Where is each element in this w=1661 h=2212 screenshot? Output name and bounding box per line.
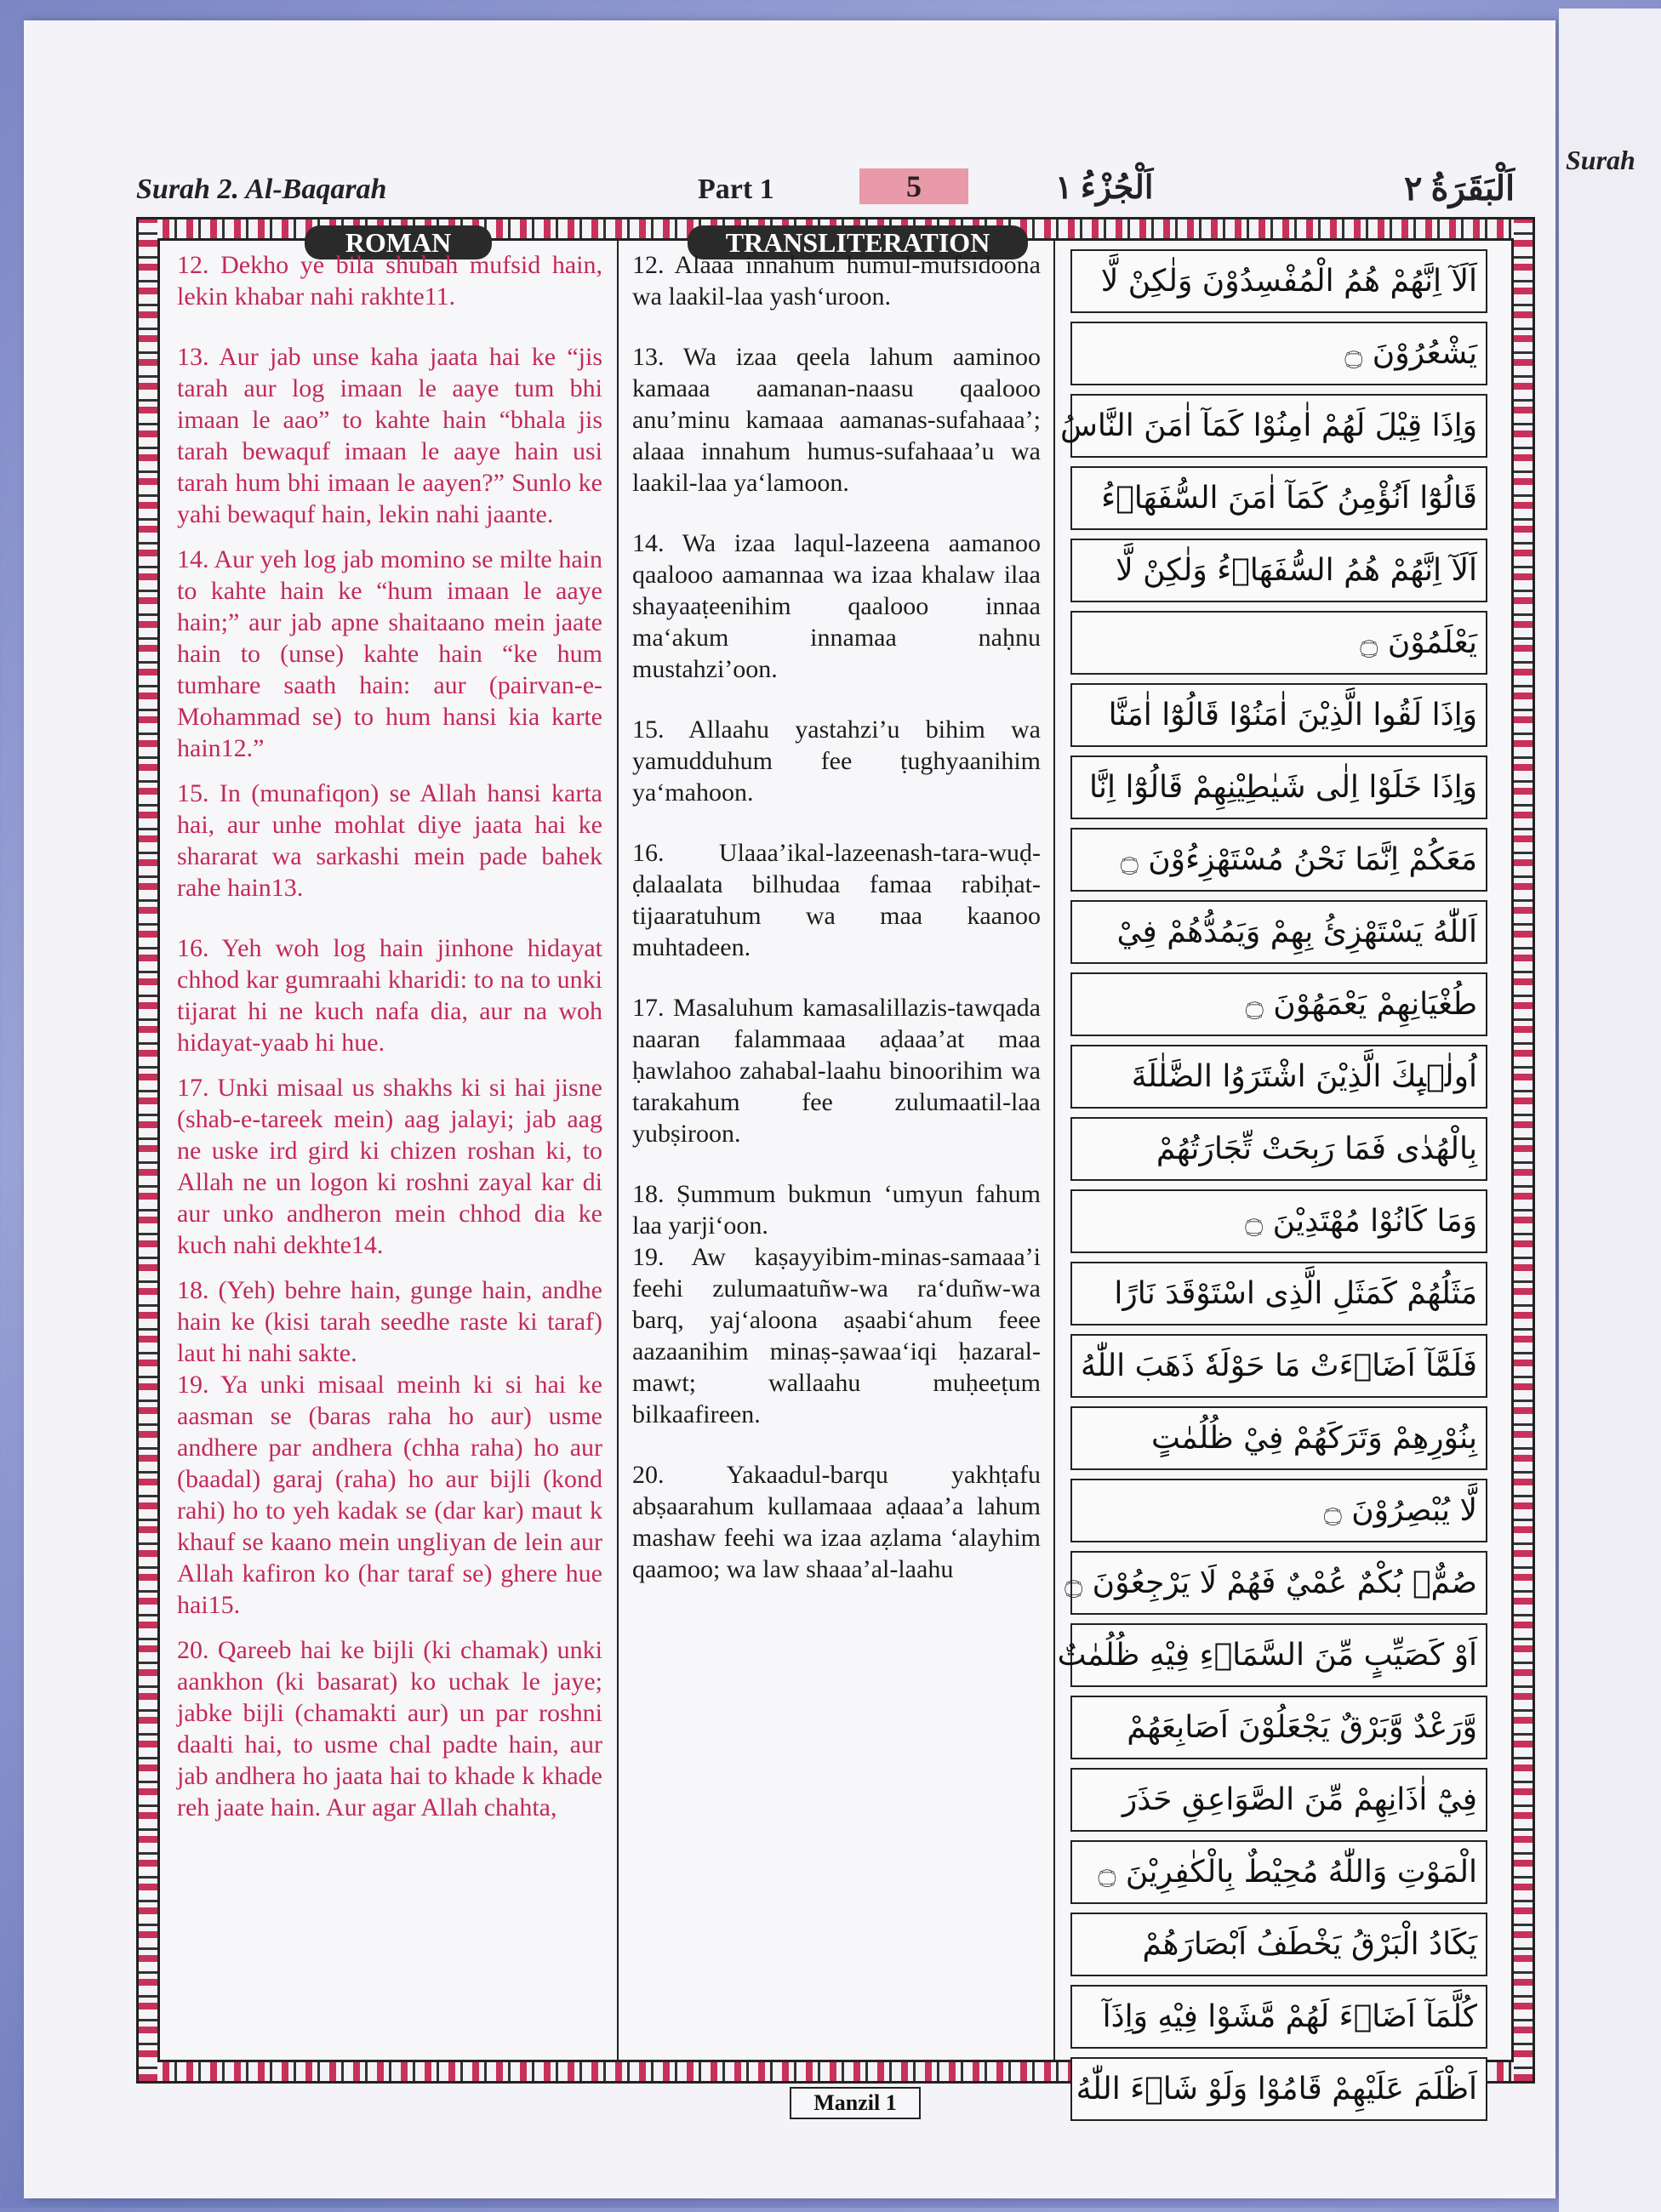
- surah-title: Surah 2. Al-Baqarah: [136, 174, 387, 205]
- roman-verse-14: 14. Aur yeh log jab momino se milte hain to kahte hain ke “hum imaan le aaye hain;” aur jab apne shaitaano mein jaate hain to (unse) kahte hain “ke hum tumhare saath hain: aur (pairvan-e-Mohammad se) to hum hansi kia karte hain12.”: [177, 545, 602, 762]
- roman-verse-17: 17. Unki misaal us shakhs ki si hai jisne (shab-e-tareek mein) aag jalayi; jab aag ne uske ird gird ki chizen roshan ki, to Allah ne un logon ki roshni zayal kar di aur unko andheron mein chhod dia ke kuch nahi dekhte14.: [177, 1074, 602, 1259]
- arabic-line: يَكَادُ الْبَرْقُ يَخْطَفُ اَبْصَارَهُمْ: [1070, 1913, 1487, 1976]
- arabic-line: اَلَآ اِنَّهُمْ هُمُ السُّفَهَاۤءُ وَلٰكِنْ لَّا: [1070, 539, 1487, 602]
- arabic-line: فَلَمَّآ اَضَاۤءَتْ مَا حَوْلَهٗ ذَهَبَ اللّٰهُ: [1070, 1334, 1487, 1398]
- transliteration-column: [632, 249, 1041, 1585]
- arabic-line: وَاِذَا قِيْلَ لَهُمْ اٰمِنُوْا كَمَآ اٰمَنَ النَّاسُ: [1070, 394, 1487, 458]
- ornamental-frame: [136, 217, 1535, 2115]
- trans-verse-15: 15. Allaahu yastahzi’u bihim wa yamudduhum fee ṭughyaanihim ya‘mahoon.: [632, 715, 1041, 807]
- roman-verse-20: 20. Qareeb hai ke bijli (ki chamak) unki aankhon (ki basarat) ko uchak le jaye; jabke bijli (chamakti aur) un par roshni daalti hai, to usme chal padte hain, aur jab andhera ho jaata hai to khade k khade reh jaate hain. Aur agar Allah chahta,: [177, 1636, 602, 1821]
- column-divider-1: [617, 241, 619, 2060]
- page-number: 5: [859, 168, 968, 204]
- roman-verse-18: 18. (Yeh) behre hain, gunge hain, andhe hain ke (kisi tarah seedhe raste ki taraf) laut hi nahi sakte.: [177, 1276, 602, 1367]
- arabic-line: كُلَّمَآ اَضَاۤءَ لَهُمْ مَّشَوْا فِيْهِ وَاِذَآ: [1070, 1985, 1487, 2049]
- arabic-line: قَالُوْٓا اَنُؤْمِنُ كَمَآ اٰمَنَ السُّفَهَاۤءُ: [1070, 466, 1487, 530]
- arabic-line: طُغْيَانِهِمْ يَعْمَهُوْنَ ۝: [1070, 972, 1487, 1036]
- arabic-line: وَّرَعْدٌ وَّبَرْقٌ يَجْعَلُوْنَ اَصَابِعَهُمْ: [1070, 1696, 1487, 1759]
- column-divider-2: [1053, 241, 1055, 2060]
- arabic-line: الْمَوْتِ وَاللّٰهُ مُحِيْطٌ بِالْكٰفِرِيْنَ ۝: [1070, 1840, 1487, 1904]
- adjacent-page-edge: [1559, 9, 1661, 2212]
- arabic-line: اُولٰۤىِٕكَ الَّذِيْنَ اشْتَرَوُا الضَّلٰلَةَ: [1070, 1045, 1487, 1109]
- arabic-line: وَاِذَا لَقُوا الَّذِيْنَ اٰمَنُوْا قَالُوْٓا اٰمَنَّا: [1070, 683, 1487, 747]
- roman-verse-19: 19. Ya unki misaal meinh ki si hai ke aasman se (baras raha ho aur) usme andhere par andhera (chha raha) ho aur (baadal) garaj (raha) ho aur bijli (kond rahi) ho to yeh kadak se (dar kar) maut k khauf se kaano mein ungliyan de lein aur Allah kafiron ko (har taraf se) ghere hue hai15.: [177, 1371, 602, 1619]
- page-header: [111, 168, 1540, 211]
- arabic-line: فِيْٓ اٰذَانِهِمْ مِّنَ الصَّوَاعِقِ حَذَرَ: [1070, 1768, 1487, 1832]
- roman-column: [177, 249, 602, 1823]
- arabic-line: بِنُوْرِهِمْ وَتَرَكَهُمْ فِيْ ظُلُمٰتٍ: [1070, 1406, 1487, 1470]
- arabic-line: بِالْهُدٰى فَمَا رَبِحَتْ تِّجَارَتُهُمْ: [1070, 1117, 1487, 1181]
- trans-verse-12: 12. Alaaa innahum humul-mufsidoona wa laakil-laa yash‘uroon.: [632, 251, 1041, 311]
- roman-verse-15: 15. In (munafiqon) se Allah hansi karta hai, aur unhe mohlat diye jaata hai ke shararat wa sarkashi mein pade bahek rahe hain13.: [177, 779, 602, 902]
- arabic-line: اَظْلَمَ عَلَيْهِمْ قَامُوْا وَلَوْ شَاۤءَ اللّٰهُ: [1070, 2057, 1487, 2121]
- frame-left-border: [139, 219, 157, 2081]
- roman-verse-12: 12. Dekho ye bila shubah mufsid hain, lekin khabar nahi rakhte11.: [177, 251, 602, 311]
- arabic-line: مَعَكُمْ اِنَّمَا نَحْنُ مُسْتَهْزِءُوْنَ ۝: [1070, 828, 1487, 892]
- frame-right-border: [1514, 219, 1533, 2081]
- arabic-line: صُمٌّۢ بُكْمٌ عُمْيٌ فَهُمْ لَا يَرْجِعُوْنَ ۝: [1070, 1551, 1487, 1615]
- arabic-line: اَلَآ اِنَّهُمْ هُمُ الْمُفْسِدُوْنَ وَلٰكِنْ لَّا: [1070, 249, 1487, 313]
- roman-verse-13: 13. Aur jab unse kaha jaata hai ke “jis tarah aur log imaan le aaye tum bhi imaan le aao” to kahte hain “bhala jis tarah bewaquf imaan le aaye hain usi tarah hum bhi imaan le aayen?” Sunlo ke yahi bewaquf hain, lekin nahi jaante.: [177, 343, 602, 528]
- arabic-line: وَاِذَا خَلَوْا اِلٰى شَيٰطِيْنِهِمْ قَالُوْٓا اِنَّا: [1070, 755, 1487, 819]
- trans-verse-14: 14. Wa izaa laqul-lazeena aamanoo qaalooo aamannaa wa izaa khalaw ilaa shayaaṭeenihim qaalooo innaa ma‘akum innamaa naḥnu mustahzi’oon.: [632, 529, 1041, 683]
- arabic-line: يَعْلَمُوْنَ ۝: [1070, 611, 1487, 675]
- arabic-line: اَوْ كَصَيِّبٍ مِّنَ السَّمَاۤءِ فِيْهِ ظُلُمٰتٌ: [1070, 1623, 1487, 1687]
- trans-verse-17: 17. Masaluhum kamasalillazis-tawqada naaran falammaaa aḍaaa’at maa ḥawlahoo zahabal-laahu binoorihim wa tarakahum fee zulumaatil-laa yubṣiroon.: [632, 994, 1041, 1148]
- content-area: [157, 227, 1514, 2115]
- arabic-line: مَثَلُهُمْ كَمَثَلِ الَّذِى اسْتَوْقَدَ نَارًا: [1070, 1262, 1487, 1325]
- trans-verse-20: 20. Yakaadul-barqu yakhṭafu abṣaarahum kullamaaa aḍaaa’a lahum mashaw feehi wa izaa aẓlama ‘alayhim qaamoo; wa law shaaa’al-laahu: [632, 1461, 1041, 1583]
- arabic-line: يَشْعُرُوْنَ ۝: [1070, 322, 1487, 385]
- manzil-footer: Manzil 1: [790, 2087, 921, 2119]
- adjacent-page-header: Surah: [1566, 145, 1635, 175]
- trans-verse-13: 13. Wa izaa qeela lahum aaminoo kamaaa aamanan-naasu qaalooo anu’minu kamaaa aamanas-sufahaaa’; alaaa innahum humus-sufahaaa’u wa laakil-laa ya‘lamoon.: [632, 343, 1041, 497]
- transliteration-tab: TRANSLITERATION: [688, 225, 1028, 259]
- arabic-line: وَمَا كَانُوْا مُهْتَدِيْنَ ۝: [1070, 1189, 1487, 1253]
- juz-arabic: اَلْجُزْءُ ١: [1055, 170, 1154, 206]
- trans-verse-16: 16. Ulaaa’ikal-lazeenash-tara-wuḍ-ḍalaalata bilhudaa famaa rabiḥat-tijaaratuhum wa maa kaanoo muhtadeen.: [632, 839, 1041, 961]
- arabic-line: اَللّٰهُ يَسْتَهْزِئُ بِهِمْ وَيَمُدُّهُمْ فِيْ: [1070, 900, 1487, 964]
- roman-tab: ROMAN: [305, 225, 492, 259]
- arabic-column: [1057, 249, 1487, 2129]
- arabic-line: لَّا يُبْصِرُوْنَ ۝: [1070, 1479, 1487, 1542]
- trans-verse-19: 19. Aw kaṣayyibim-minas-samaaa’i feehi zulumaatuñw-wa ra‘duñw-wa barq, yaj‘aloona aṣaabi‘ahum feee aazaanihim minaṣ-ṣawaa‘iqi ḥazaral-mawt; wallaahu muḥeeṭum bilkaafireen.: [632, 1243, 1041, 1428]
- trans-verse-18: 18. Ṣummum bukmun ‘umyun fahum laa yarji‘oon.: [632, 1180, 1041, 1240]
- roman-verse-16: 16. Yeh woh log hain jinhone hidayat chhod kar gumraahi kharidi: to na to unki tijarat hi ne kuch nafa dia, aur na woh hidayat-yaab hi hue.: [177, 934, 602, 1057]
- part-label: Part 1: [698, 174, 774, 205]
- surah-arabic: اَلْبَقَرَةُ ٢: [1404, 169, 1515, 208]
